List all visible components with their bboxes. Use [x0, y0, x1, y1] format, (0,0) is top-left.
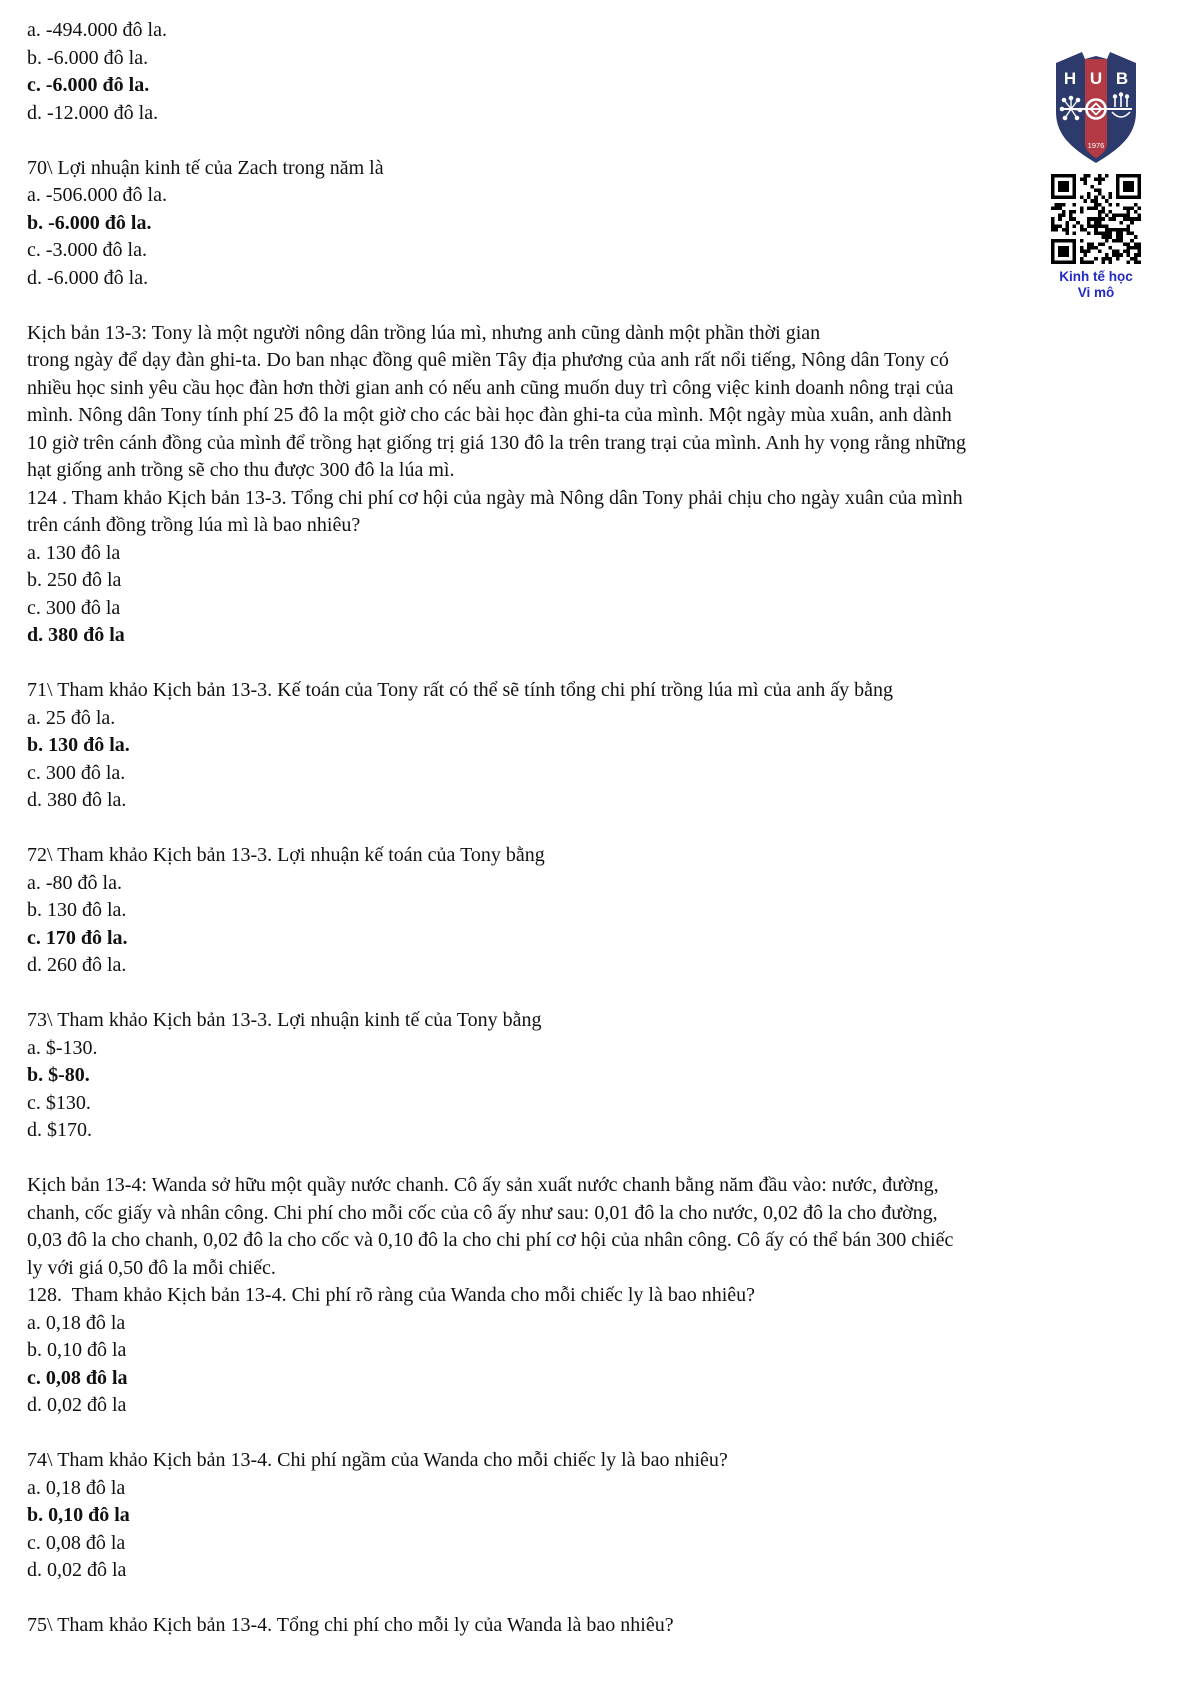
question-line: 70\ Lợi nhuận kinh tế của Zach trong năm là — [27, 156, 384, 179]
spacer-line — [27, 127, 1184, 155]
scenario-line: 10 giờ trên cánh đồng của mình để trồng hạt giống trị giá 130 đô la trên trang trại của mình. Anh hy vọng rằng những — [27, 431, 966, 454]
option-line: b. -6.000 đô la. — [27, 46, 149, 69]
logo-letter-h: H — [1063, 69, 1077, 88]
scenario-line: mình. Nông dân Tony tính phí 25 đô la một giờ cho các bài học đàn ghi-ta của mình. Một ngày mùa xuân, anh dành — [27, 404, 952, 426]
option-line: b. 250 đô la — [27, 569, 122, 591]
scenario-line: hạt giống anh trồng sẽ cho thu được 300 đô la lúa mì. — [27, 459, 455, 481]
logo-letter-u: U — [1089, 69, 1103, 88]
scenario-line: ly với giá 0,50 đô la mỗi chiếc. — [27, 1256, 276, 1279]
document-lines — [27, 17, 1184, 1640]
question-line: 73\ Tham khảo Kịch bản 13-3. Lợi nhuận kinh tế của Tony bằng — [27, 1009, 542, 1031]
option-line: d. -6.000 đô la. — [27, 266, 149, 289]
logo-year: 1976 — [1087, 141, 1105, 150]
question-line: 128. Tham khảo Kịch bản 13-4. Chi phí rõ ràng của Wanda cho mỗi chiếc ly là bao nhiêu? — [27, 1284, 756, 1306]
option-line: b. -6.000 đô la. — [27, 211, 152, 234]
option-line: a. -506.000 đô la. — [27, 184, 167, 206]
option-line: a. -80 đô la. — [27, 871, 122, 894]
option-line: b. 130 đô la. — [27, 899, 127, 921]
option-line: d. -12.000 đô la. — [27, 101, 159, 124]
question-line: 124 . Tham khảo Kịch bản 13-3. Tổng chi phí cơ hội của ngày mà Nông dân Tony phải chịu cho ngày xuân của mình — [27, 486, 963, 509]
spacer-line — [27, 980, 1184, 1008]
option-line: d. 380 đô la — [27, 624, 125, 646]
option-line: c. 0,08 đô la — [27, 1366, 128, 1389]
option-line: b. 0,10 đô la — [27, 1339, 127, 1361]
scenario-line: chanh, cốc giấy và nhân công. Chi phí cho mỗi cốc của cô ấy như sau: 0,01 đô la cho nước, 0,02 đô la cho đường, — [27, 1201, 938, 1224]
option-line: b. $-80. — [27, 1064, 90, 1086]
scenario-line: trong ngày để dạy đàn ghi-ta. Do ban nhạc đồng quê miền Tây địa phương của anh rất nổi tiếng, Nông dân Tony có — [27, 349, 949, 371]
scenario-line: Kịch bản 13-3: Tony là một người nông dân trồng lúa mì, nhưng anh cũng dành một phần thời gian — [27, 321, 821, 344]
option-line: c. 300 đô la — [27, 596, 121, 619]
question-line: trên cánh đồng trồng lúa mì là bao nhiêu? — [27, 514, 361, 536]
question-line: 72\ Tham khảo Kịch bản 13-3. Lợi nhuận kế toán của Tony bằng — [27, 844, 545, 866]
spacer-line — [27, 292, 1184, 320]
option-line: d. $170. — [27, 1119, 92, 1141]
option-line: c. 300 đô la. — [27, 761, 126, 784]
option-line: c. 0,08 đô la — [27, 1531, 126, 1554]
hub-university-logo-icon — [1051, 46, 1141, 168]
spacer-line — [27, 1145, 1184, 1173]
question-line: 71\ Tham khảo Kịch bản 13-3. Kế toán của Tony rất có thể sẽ tính tổng chi phí trồng lúa mì của anh ấy bằng — [27, 679, 893, 701]
course-sublabel: Vi mô — [1077, 285, 1115, 300]
option-line: a. -494.000 đô la. — [27, 19, 167, 41]
spacer-line — [27, 650, 1184, 678]
option-line: c. $130. — [27, 1091, 91, 1114]
scenario-line: Kịch bản 13-4: Wanda sở hữu một quầy nước chanh. Cô ấy sản xuất nước chanh bằng năm đầu vào: nước, đường, — [27, 1174, 939, 1196]
option-line: a. $-130. — [27, 1036, 98, 1059]
spacer-line — [27, 815, 1184, 843]
option-line: a. 0,18 đô la — [27, 1311, 126, 1334]
logo-letter-b: B — [1115, 69, 1129, 88]
header-corner-block — [1040, 46, 1152, 301]
scenario-line: nhiều học sinh yêu cầu học đàn hơn thời gian anh có nếu anh cũng muốn duy trì công việc kinh doanh nông trại của — [27, 376, 954, 399]
option-line: c. 170 đô la. — [27, 926, 128, 949]
option-line: b. 130 đô la. — [27, 734, 130, 756]
spacer-line — [27, 1420, 1184, 1448]
course-label: Kinh tế học — [1059, 269, 1133, 284]
scenario-line: 0,03 đô la cho chanh, 0,02 đô la cho cốc và 0,10 đô la cho chi phí cơ hội của nhân công. Cô ấy có thể bán 300 chiếc — [27, 1229, 954, 1251]
option-line: b. 0,10 đô la — [27, 1504, 130, 1526]
option-line: d. 260 đô la. — [27, 954, 127, 976]
option-line: a. 0,18 đô la — [27, 1476, 126, 1499]
option-line: d. 0,02 đô la — [27, 1559, 127, 1581]
question-line: 74\ Tham khảo Kịch bản 13-4. Chi phí ngầm của Wanda cho mỗi chiếc ly là bao nhiêu? — [27, 1449, 728, 1471]
question-line: 75\ Tham khảo Kịch bản 13-4. Tổng chi phí cho mỗi ly của Wanda là bao nhiêu? — [27, 1614, 674, 1636]
option-line: a. 25 đô la. — [27, 706, 116, 729]
option-line: a. 130 đô la — [27, 541, 121, 564]
option-line: c. -3.000 đô la. — [27, 239, 147, 261]
qr-code — [1051, 174, 1141, 264]
option-line: d. 380 đô la. — [27, 789, 127, 811]
option-line: d. 0,02 đô la — [27, 1394, 127, 1416]
spacer-line — [27, 1585, 1184, 1613]
option-line: c. -6.000 đô la. — [27, 74, 150, 96]
